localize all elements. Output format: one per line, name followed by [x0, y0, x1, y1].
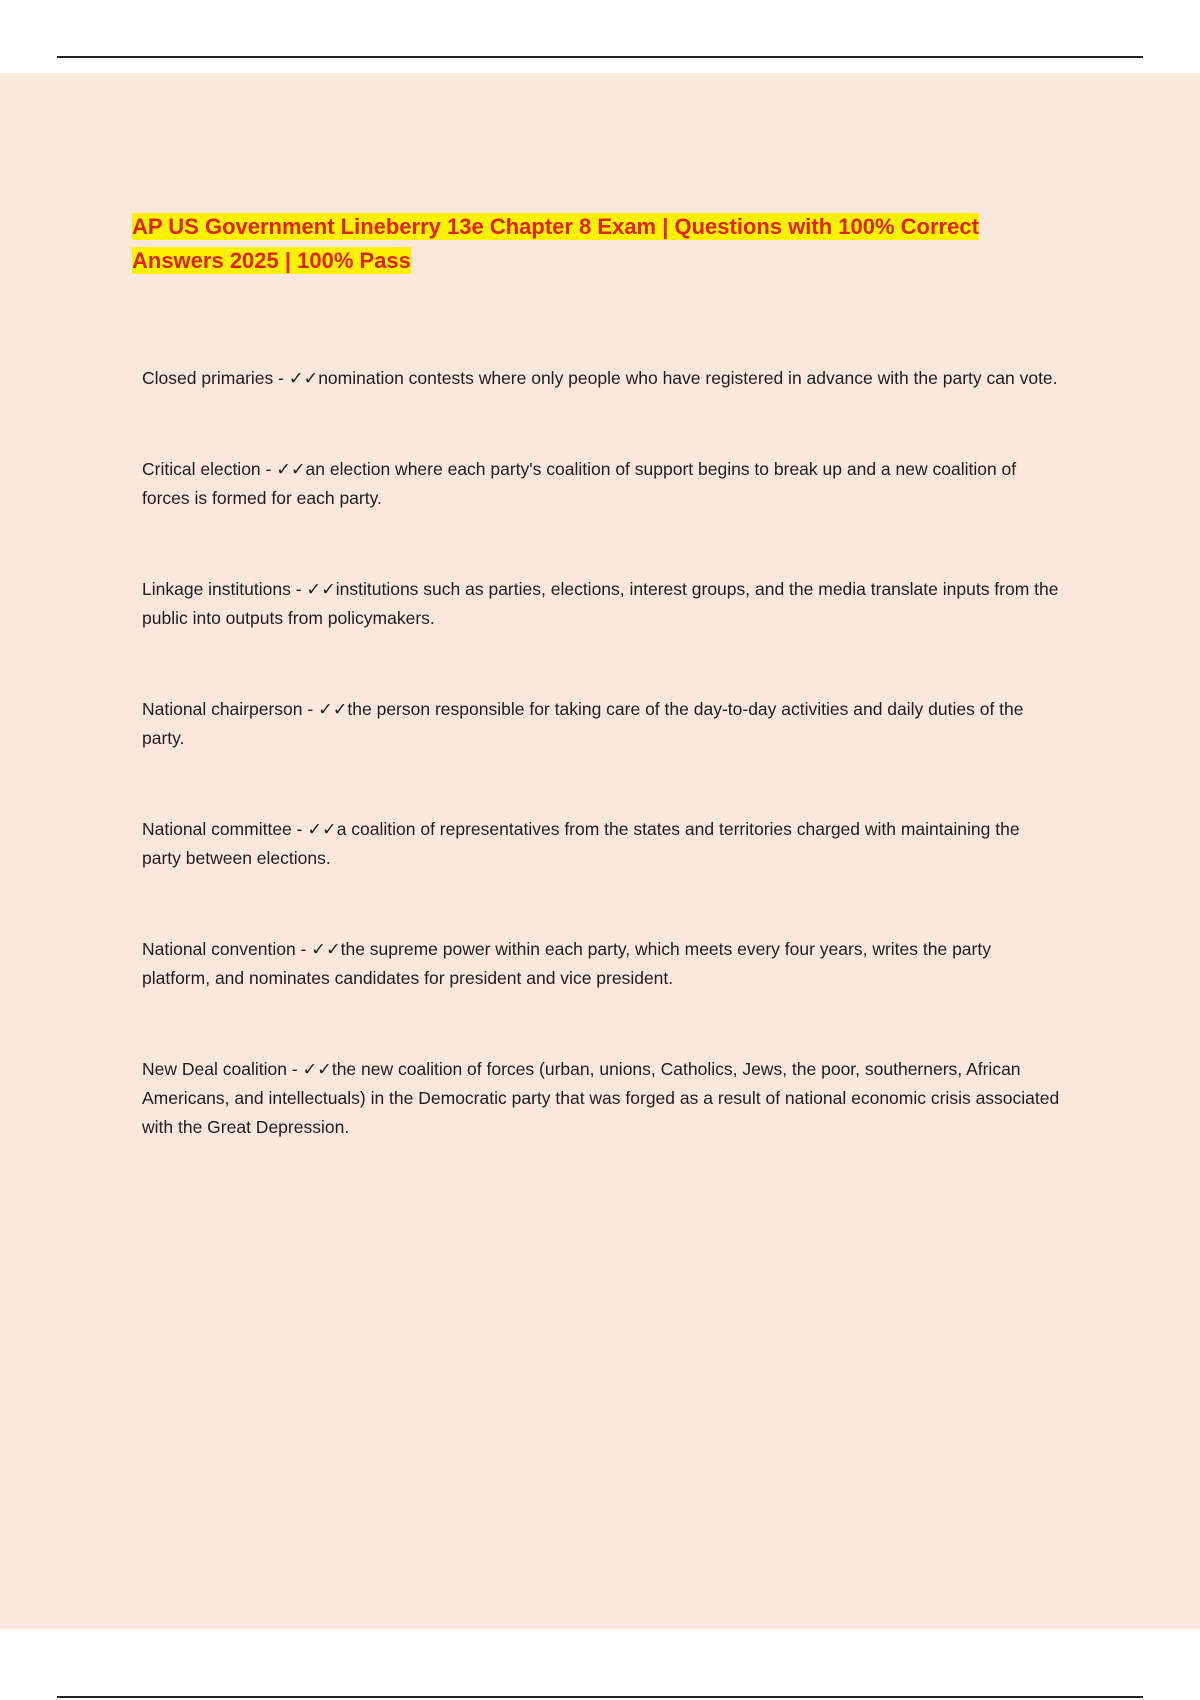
double-check-icon: ✓✓ [288, 368, 319, 388]
glossary-entry [142, 935, 1062, 993]
double-check-icon: ✓✓ [306, 579, 336, 599]
entry-definition: an election where each party's coalition of support begins to break up and a new coalition of forces is formed for each party. [142, 459, 1017, 508]
glossary-entry [142, 455, 1062, 513]
glossary-entry [142, 1055, 1062, 1142]
entry-term: Linkage institutions [142, 579, 291, 599]
entry-term: National chairperson [142, 699, 303, 719]
entry-definition: institutions such as parties, elections, interest groups, and the media translate inputs from the public into outputs from policymakers. [142, 579, 1059, 628]
double-check-icon: ✓✓ [302, 1059, 332, 1079]
entry-separator: - [302, 699, 319, 719]
entry-separator: - [291, 819, 308, 839]
glossary-entry [142, 364, 1062, 393]
document-title-block [132, 210, 1072, 278]
entry-separator: - [273, 368, 289, 388]
double-check-icon: ✓✓ [318, 699, 348, 719]
top-rule [57, 56, 1143, 58]
double-check-icon: ✓✓ [276, 459, 306, 479]
entry-definition: the person responsible for taking care of the day-to-day activities and daily duties of the party. [142, 699, 1024, 748]
document-title: AP US Government Lineberry 13e Chapter 8 Exam | Questions with 100% Correct Answers 2025 | 100% Pass [132, 214, 979, 273]
entry-term: New Deal coalition [142, 1059, 287, 1079]
entry-definition: nomination contests where only people who have registered in advance with the party can vote. [318, 368, 1058, 388]
entry-separator: - [286, 1059, 303, 1079]
glossary-entry [142, 815, 1062, 873]
glossary-entry [142, 575, 1062, 633]
entry-separator: - [295, 939, 312, 959]
double-check-icon: ✓✓ [307, 819, 337, 839]
entry-definition: the new coalition of forces (urban, unions, Catholics, Jews, the poor, southerners, African Americans, and intellectuals) in the Democratic party that was forged as a result of national economic crisis associated with the Great Depression. [142, 1059, 1060, 1137]
bottom-rule [57, 1696, 1143, 1698]
entry-term: Closed primaries [142, 368, 274, 388]
entry-separator: - [260, 459, 277, 479]
entry-definition: a coalition of representatives from the states and territories charged with maintaining the party between elections. [142, 819, 1020, 868]
entry-separator: - [290, 579, 307, 599]
entry-definition: the supreme power within each party, which meets every four years, writes the party platform, and nominates candidates for president and vice president. [142, 939, 991, 988]
entry-list [142, 364, 1062, 1204]
entry-term: National committee [142, 819, 292, 839]
double-check-icon: ✓✓ [311, 939, 341, 959]
glossary-entry [142, 695, 1062, 753]
entry-term: National convention [142, 939, 296, 959]
entry-term: Critical election [142, 459, 261, 479]
